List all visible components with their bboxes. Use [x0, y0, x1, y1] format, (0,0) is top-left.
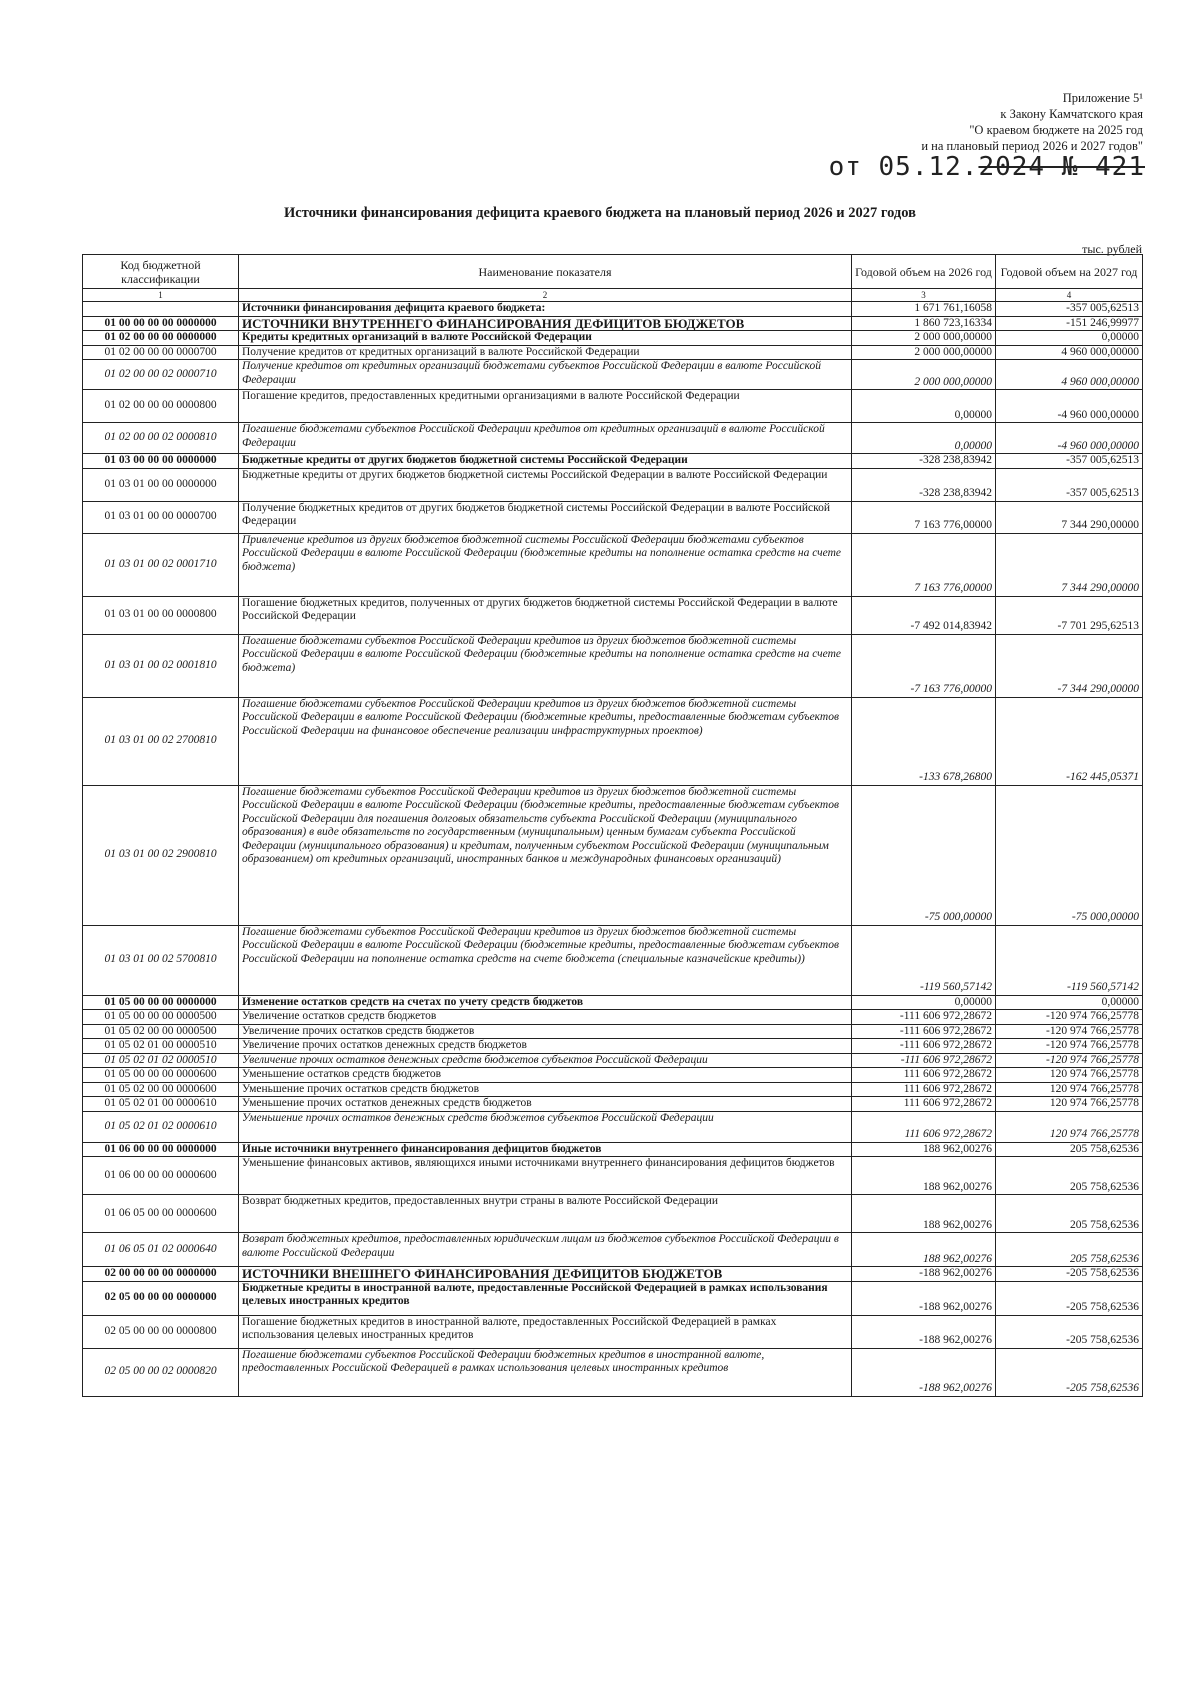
table-row — [83, 1315, 1143, 1348]
budget-code-cell: 01 03 01 00 02 2700810 — [83, 697, 239, 785]
table-row — [83, 1082, 1143, 1097]
indicator-name-cell: Источники финансирования дефицита краевого бюджета: — [239, 302, 852, 317]
indicator-name-cell: Уменьшение прочих остатков денежных средств бюджетов — [239, 1097, 852, 1112]
budget-code-cell: 01 05 02 01 00 0000510 — [83, 1039, 239, 1054]
header-2026: Годовой объем на 2026 год — [852, 255, 996, 289]
header-2027: Годовой объем на 2027 год — [996, 255, 1143, 289]
budget-code-cell: 01 03 01 00 02 5700810 — [83, 925, 239, 995]
value-2026-cell: 2 000 000,00000 — [852, 331, 996, 346]
indicator-name-cell: Погашение бюджетами субъектов Российской Федерации кредитов из других бюджетов бюджетной системы Российской Федерации в валюте Российской Федерации (бюджетные кредиты, предоставленные бюджетам субъектов Российской Федерации для погашения долговых обязательств субъекта Российской Федерации (муниципального образования) в виде обязательств по государственным (муниципальным) ценным бумагам субъекта Российской Федерации (муниципального образования) и кредитам, полученным субъектом Российской Федерации (муниципальным образованием) от кредитных организаций, иностранных банков и международных финансовых организаций) — [239, 785, 852, 925]
indicator-name-cell: Погашение бюджетами субъектов Российской Федерации бюджетных кредитов в иностранной валюте, предоставленных Российской Федерацией в рамках использования целевых иностранных кредитов — [239, 1348, 852, 1396]
value-2027-cell: 120 974 766,25778 — [996, 1111, 1143, 1142]
indicator-name-cell: Уменьшение прочих остатков денежных средств бюджетов субъектов Российской Федерации — [239, 1111, 852, 1142]
value-2026-cell: 1 671 761,16058 — [852, 302, 996, 317]
budget-code-cell: 01 05 02 00 00 0000600 — [83, 1082, 239, 1097]
indicator-name-cell: Иные источники внутреннего финансирования дефицитов бюджетов — [239, 1142, 852, 1157]
indicator-name-cell: Возврат бюджетных кредитов, предоставленных юридическим лицам из бюджетов субъектов Российской Федерации в валюте Российской Федерации — [239, 1233, 852, 1267]
indicator-name-cell: Изменение остатков средств на счетах по учету средств бюджетов — [239, 995, 852, 1010]
table-row — [83, 468, 1143, 501]
header-code: Код бюджетной классификации — [83, 255, 239, 289]
stamp-year-number: 2024 № 421 — [978, 152, 1145, 182]
table-row — [83, 1233, 1143, 1267]
value-2027-cell: -120 974 766,25778 — [996, 1053, 1143, 1068]
value-2026-cell: 0,00000 — [852, 390, 996, 423]
table-row — [83, 1195, 1143, 1233]
indicator-name-cell: Увеличение прочих остатков денежных средств бюджетов субъектов Российской Федерации — [239, 1053, 852, 1068]
indicator-name-cell: Погашение бюджетных кредитов, полученных от других бюджетов бюджетной системы Российской Федерации в валюте Российской Федерации — [239, 596, 852, 634]
value-2027-cell: -120 974 766,25778 — [996, 1010, 1143, 1025]
indicator-name-cell: Погашение бюджетами субъектов Российской Федерации кредитов из других бюджетов бюджетной системы Российской Федерации в валюте Российской Федерации (бюджетные кредиты, предоставленные бюджетам субъектов Российской Федерации на финансовое обеспечение реализации инфраструктурных проектов) — [239, 697, 852, 785]
value-2026-cell: -75 000,00000 — [852, 785, 996, 925]
value-2026-cell: 188 962,00276 — [852, 1195, 996, 1233]
value-2026-cell: -328 238,83942 — [852, 468, 996, 501]
budget-code-cell: 01 05 00 00 00 0000600 — [83, 1068, 239, 1083]
table-row — [83, 454, 1143, 469]
value-2027-cell: -205 758,62536 — [996, 1348, 1143, 1396]
table-row — [83, 302, 1143, 317]
budget-code-cell: 01 05 00 00 00 0000500 — [83, 1010, 239, 1025]
value-2026-cell: 0,00000 — [852, 995, 996, 1010]
budget-code-cell: 01 02 00 00 00 0000800 — [83, 390, 239, 423]
budget-code-cell: 01 06 05 00 00 0000600 — [83, 1195, 239, 1233]
indicator-name-cell: Погашение кредитов, предоставленных кредитными организациями в валюте Российской Федерации — [239, 390, 852, 423]
value-2027-cell: 7 344 290,00000 — [996, 501, 1143, 533]
budget-code-cell: 01 05 02 01 02 0000610 — [83, 1111, 239, 1142]
value-2027-cell: 7 344 290,00000 — [996, 533, 1143, 596]
value-2026-cell: -133 678,26800 — [852, 697, 996, 785]
indicator-name-cell: Привлечение кредитов из других бюджетов бюджетной системы Российской Федерации бюджетами субъектов Российской Федерации в валюте Российской Федерации (бюджетные кредиты на пополнение остатка средств на счете бюджета) — [239, 533, 852, 596]
value-2027-cell: -75 000,00000 — [996, 785, 1143, 925]
value-2026-cell: -111 606 972,28672 — [852, 1053, 996, 1068]
table-row — [83, 1142, 1143, 1157]
value-2026-cell: 2 000 000,00000 — [852, 345, 996, 360]
table-row — [83, 1267, 1143, 1282]
table-row — [83, 1111, 1143, 1142]
budget-code-cell: 01 03 01 00 02 0001710 — [83, 533, 239, 596]
budget-code-cell: 01 02 00 00 02 0000810 — [83, 423, 239, 454]
table-row — [83, 423, 1143, 454]
indicator-name-cell: Получение бюджетных кредитов от других бюджетов бюджетной системы Российской Федерации в валюте Российской Федерации — [239, 501, 852, 533]
table-row — [83, 345, 1143, 360]
budget-code-cell: 01 02 00 00 00 0000000 — [83, 331, 239, 346]
value-2026-cell: 111 606 972,28672 — [852, 1097, 996, 1112]
column-number: 3 — [852, 289, 996, 302]
value-2027-cell: -357 005,62513 — [996, 468, 1143, 501]
value-2027-cell: -120 974 766,25778 — [996, 1024, 1143, 1039]
indicator-name-cell: Увеличение прочих остатков средств бюджетов — [239, 1024, 852, 1039]
budget-code-cell — [83, 302, 239, 317]
indicator-name-cell: ИСТОЧНИКИ ВНУТРЕННЕГО ФИНАНСИРОВАНИЯ ДЕФИЦИТОВ БЮДЖЕТОВ — [239, 316, 852, 331]
value-2027-cell: 120 974 766,25778 — [996, 1097, 1143, 1112]
budget-code-cell: 01 06 00 00 00 0000600 — [83, 1157, 239, 1195]
indicator-name-cell: Уменьшение остатков средств бюджетов — [239, 1068, 852, 1083]
column-number: 2 — [239, 289, 852, 302]
value-2027-cell: -7 344 290,00000 — [996, 634, 1143, 697]
value-2026-cell: -111 606 972,28672 — [852, 1024, 996, 1039]
table-row — [83, 785, 1143, 925]
value-2027-cell: 205 758,62536 — [996, 1142, 1143, 1157]
table-row — [83, 1348, 1143, 1396]
document-title: Источники финансирования дефицита краевого бюджета на плановый период 2026 и 2027 годов — [284, 205, 916, 221]
table-row — [83, 596, 1143, 634]
budget-code-cell: 01 02 00 00 02 0000710 — [83, 360, 239, 390]
value-2027-cell: -4 960 000,00000 — [996, 390, 1143, 423]
value-2026-cell: -328 238,83942 — [852, 454, 996, 469]
value-2027-cell: 4 960 000,00000 — [996, 360, 1143, 390]
budget-code-cell: 01 05 02 01 02 0000510 — [83, 1053, 239, 1068]
value-2027-cell: -4 960 000,00000 — [996, 423, 1143, 454]
column-number-row — [83, 289, 1143, 302]
value-2026-cell: 111 606 972,28672 — [852, 1082, 996, 1097]
value-2027-cell: -119 560,57142 — [996, 925, 1143, 995]
table-row — [83, 331, 1143, 346]
indicator-name-cell: Бюджетные кредиты в иностранной валюте, предоставленные Российской Федерацией в рамках использования целевых иностранных кредитов — [239, 1281, 852, 1315]
value-2026-cell: -111 606 972,28672 — [852, 1039, 996, 1054]
indicator-name-cell: Погашение бюджетами субъектов Российской Федерации кредитов из других бюджетов бюджетной системы Российской Федерации в валюте Российской Федерации (бюджетные кредиты на пополнение остатка средств на счете бюджета) — [239, 634, 852, 697]
value-2027-cell: 120 974 766,25778 — [996, 1082, 1143, 1097]
value-2027-cell: 0,00000 — [996, 995, 1143, 1010]
value-2027-cell: 205 758,62536 — [996, 1157, 1143, 1195]
value-2026-cell: 188 962,00276 — [852, 1142, 996, 1157]
column-number: 1 — [83, 289, 239, 302]
column-number: 4 — [996, 289, 1143, 302]
table-row — [83, 697, 1143, 785]
budget-code-cell: 01 05 02 01 00 0000610 — [83, 1097, 239, 1112]
indicator-name-cell: Кредиты кредитных организаций в валюте Российской Федерации — [239, 331, 852, 346]
indicator-name-cell: Получение кредитов от кредитных организаций бюджетами субъектов Российской Федерации в валюте Российской Федерации — [239, 360, 852, 390]
table-row — [83, 1097, 1143, 1112]
value-2026-cell: -188 962,00276 — [852, 1348, 996, 1396]
appendix-line-3: "О краевом бюджете на 2025 год — [969, 123, 1143, 137]
table-row — [83, 501, 1143, 533]
budget-code-cell: 01 06 00 00 00 0000000 — [83, 1142, 239, 1157]
budget-code-cell: 02 05 00 00 02 0000820 — [83, 1348, 239, 1396]
table-row — [83, 390, 1143, 423]
header-name: Наименование показателя — [239, 255, 852, 289]
indicator-name-cell: Возврат бюджетных кредитов, предоставленных внутри страны в валюте Российской Федерации — [239, 1195, 852, 1233]
value-2027-cell: -205 758,62536 — [996, 1281, 1143, 1315]
value-2026-cell: -188 962,00276 — [852, 1315, 996, 1348]
date-number-stamp — [829, 152, 1145, 182]
table-row — [83, 1010, 1143, 1025]
budget-code-cell: 01 03 01 00 02 0001810 — [83, 634, 239, 697]
table-row — [83, 1281, 1143, 1315]
budget-code-cell: 01 06 05 01 02 0000640 — [83, 1233, 239, 1267]
budget-code-cell: 01 02 00 00 00 0000700 — [83, 345, 239, 360]
budget-code-cell: 01 03 01 00 02 2900810 — [83, 785, 239, 925]
table-header-row — [83, 255, 1143, 289]
value-2026-cell: 2 000 000,00000 — [852, 360, 996, 390]
units-label: тыс. рублей — [1082, 242, 1142, 256]
value-2027-cell: -205 758,62536 — [996, 1267, 1143, 1282]
appendix-line-2: к Закону Камчатского края — [1000, 107, 1143, 121]
indicator-name-cell: Бюджетные кредиты от других бюджетов бюджетной системы Российской Федерации — [239, 454, 852, 469]
value-2027-cell: -205 758,62536 — [996, 1315, 1143, 1348]
budget-code-cell: 02 00 00 00 00 0000000 — [83, 1267, 239, 1282]
financing-sources-table — [82, 254, 1143, 1397]
value-2027-cell: -151 246,99977 — [996, 316, 1143, 331]
appendix-line-1: Приложение 5¹ — [1062, 91, 1143, 105]
indicator-name-cell: Уменьшение прочих остатков средств бюджетов — [239, 1082, 852, 1097]
table-row — [83, 634, 1143, 697]
value-2026-cell: 111 606 972,28672 — [852, 1111, 996, 1142]
value-2026-cell: 188 962,00276 — [852, 1233, 996, 1267]
value-2026-cell: 111 606 972,28672 — [852, 1068, 996, 1083]
value-2027-cell: 205 758,62536 — [996, 1195, 1143, 1233]
indicator-name-cell: Погашение бюджетных кредитов в иностранной валюте, предоставленных Российской Федерацией в рамках использования целевых иностранных кредитов — [239, 1315, 852, 1348]
value-2027-cell: -162 445,05371 — [996, 697, 1143, 785]
table-row — [83, 1039, 1143, 1054]
indicator-name-cell: Увеличение прочих остатков денежных средств бюджетов — [239, 1039, 852, 1054]
budget-code-cell: 01 03 01 00 00 0000800 — [83, 596, 239, 634]
indicator-name-cell: Уменьшение финансовых активов, являющихся иными источниками внутреннего финансирования дефицитов бюджетов — [239, 1157, 852, 1195]
budget-code-cell: 01 03 01 00 00 0000700 — [83, 501, 239, 533]
table-row — [83, 360, 1143, 390]
indicator-name-cell: Погашение бюджетами субъектов Российской Федерации кредитов из других бюджетов бюджетной системы Российской Федерации в валюте Российской Федерации (бюджетные кредиты, предоставленные бюджетам субъектов Российской Федерации на пополнение остатка средств на счете бюджета (специальные казначейские кредиты)) — [239, 925, 852, 995]
indicator-name-cell: Бюджетные кредиты от других бюджетов бюджетной системы Российской Федерации в валюте Российской Федерации — [239, 468, 852, 501]
value-2027-cell: 120 974 766,25778 — [996, 1068, 1143, 1083]
budget-code-cell: 01 05 02 00 00 0000500 — [83, 1024, 239, 1039]
value-2027-cell: 4 960 000,00000 — [996, 345, 1143, 360]
value-2026-cell: 7 163 776,00000 — [852, 501, 996, 533]
indicator-name-cell: ИСТОЧНИКИ ВНЕШНЕГО ФИНАНСИРОВАНИЯ ДЕФИЦИТОВ БЮДЖЕТОВ — [239, 1267, 852, 1282]
stamp-date: от 05.12. — [828, 152, 979, 182]
value-2026-cell: -7 492 014,83942 — [852, 596, 996, 634]
appendix-block — [783, 90, 1143, 154]
value-2027-cell: -120 974 766,25778 — [996, 1039, 1143, 1054]
budget-code-cell: 01 03 00 00 00 0000000 — [83, 454, 239, 469]
value-2027-cell: 0,00000 — [996, 331, 1143, 346]
table-row — [83, 925, 1143, 995]
table-row — [83, 1053, 1143, 1068]
value-2026-cell: -188 962,00276 — [852, 1281, 996, 1315]
budget-code-cell: 02 05 00 00 00 0000000 — [83, 1281, 239, 1315]
table-row — [83, 1024, 1143, 1039]
value-2027-cell: -357 005,62513 — [996, 302, 1143, 317]
budget-code-cell: 01 03 01 00 00 0000000 — [83, 468, 239, 501]
value-2026-cell: 188 962,00276 — [852, 1157, 996, 1195]
budget-code-cell: 01 00 00 00 00 0000000 — [83, 316, 239, 331]
table-row — [83, 995, 1143, 1010]
value-2026-cell: 7 163 776,00000 — [852, 533, 996, 596]
table-row — [83, 1157, 1143, 1195]
budget-code-cell: 01 05 00 00 00 0000000 — [83, 995, 239, 1010]
value-2027-cell: -357 005,62513 — [996, 454, 1143, 469]
table-row — [83, 316, 1143, 331]
appendix-line-4: и на плановый период 2026 и 2027 годов" — [921, 139, 1143, 153]
budget-code-cell: 02 05 00 00 00 0000800 — [83, 1315, 239, 1348]
value-2027-cell: -7 701 295,62513 — [996, 596, 1143, 634]
value-2027-cell: 205 758,62536 — [996, 1233, 1143, 1267]
indicator-name-cell: Увеличение остатков средств бюджетов — [239, 1010, 852, 1025]
value-2026-cell: -119 560,57142 — [852, 925, 996, 995]
table-row — [83, 533, 1143, 596]
value-2026-cell: -7 163 776,00000 — [852, 634, 996, 697]
value-2026-cell: -111 606 972,28672 — [852, 1010, 996, 1025]
table-row — [83, 1068, 1143, 1083]
indicator-name-cell: Получение кредитов от кредитных организаций в валюте Российской Федерации — [239, 345, 852, 360]
value-2026-cell: -188 962,00276 — [852, 1267, 996, 1282]
value-2026-cell: 1 860 723,16334 — [852, 316, 996, 331]
indicator-name-cell: Погашение бюджетами субъектов Российской Федерации кредитов от кредитных организаций в валюте Российской Федерации — [239, 423, 852, 454]
value-2026-cell: 0,00000 — [852, 423, 996, 454]
